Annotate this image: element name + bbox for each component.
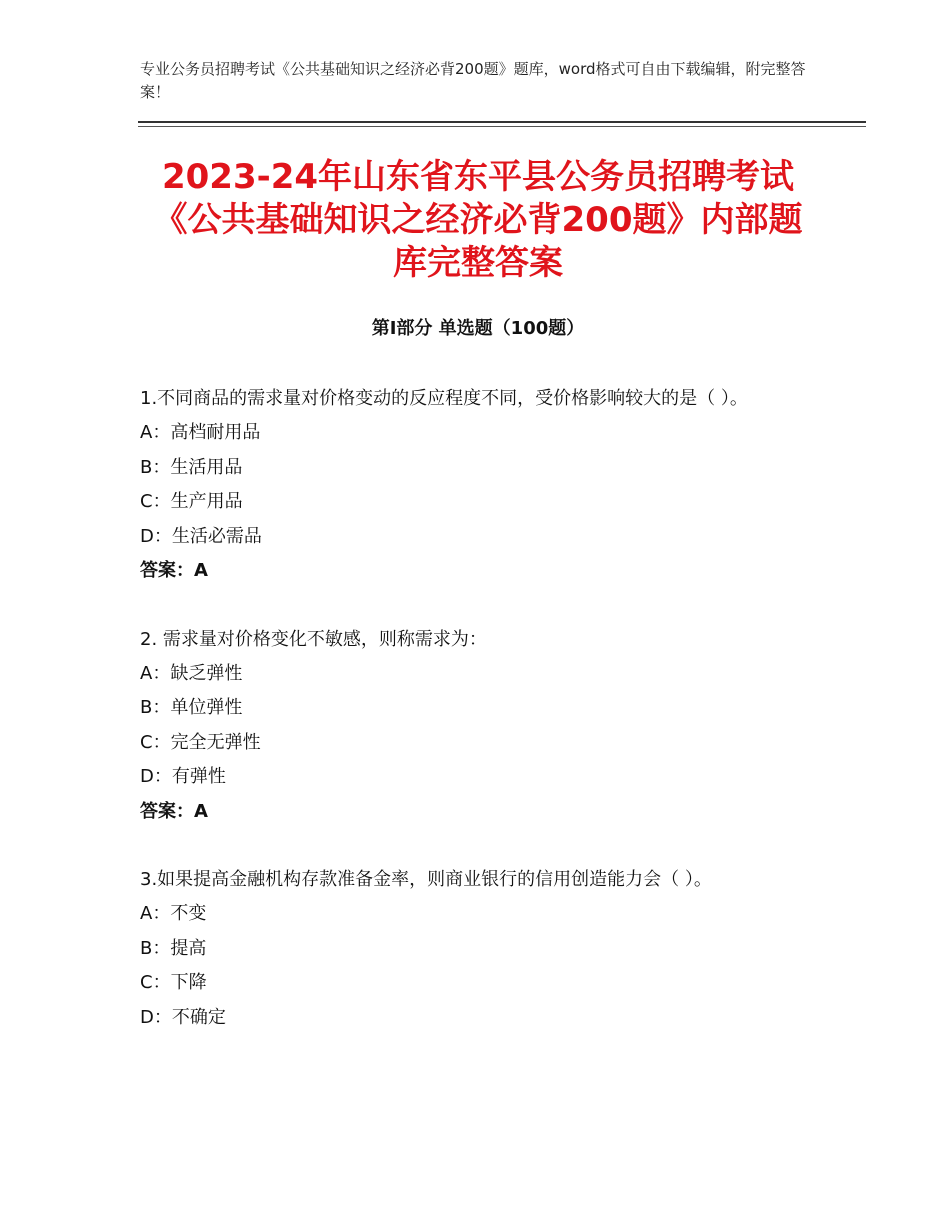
question-spacer <box>140 589 816 623</box>
document-title: 2023-24年山东省东平县公务员招聘考试《公共基础知识之经济必背200题》内部题库完整答案 <box>153 157 803 283</box>
option-c: C：下降 <box>140 972 207 993</box>
answer-line <box>140 554 816 589</box>
question-2 <box>140 623 816 830</box>
option-b: B：提高 <box>140 937 207 959</box>
answer-value: A <box>194 800 208 822</box>
header-note: 专业公务员招聘考试《公共基础知识之经济必背200题》题库，word格式可自由下载编辑，附完整答案！ <box>140 60 806 101</box>
option-d: D：不确定 <box>140 1006 226 1028</box>
option-c: C：生产用品 <box>140 491 243 512</box>
section-heading: 第I部分 单选题（100题） <box>371 318 585 339</box>
option-d: D：生活必需品 <box>140 525 262 547</box>
option-d: D：有弹性 <box>140 766 226 787</box>
answer-value: A <box>194 560 208 581</box>
question-spacer <box>140 829 816 863</box>
question-stem: 3.如果提高金融机构存款准备金率，则商业银行的信用创造能力会（ ）。 <box>140 869 712 890</box>
question-stem: 2. 需求量对价格变化不敏感，则称需求为： <box>140 628 487 650</box>
answer-line <box>140 795 816 830</box>
question-1 <box>140 382 816 589</box>
header-divider-thick <box>138 121 866 123</box>
question-3 <box>140 863 816 1035</box>
option-c: C：完全无弹性 <box>140 731 261 753</box>
option-a: A：高档耐用品 <box>140 422 261 443</box>
option-b: B：生活用品 <box>140 456 243 478</box>
answer-label: 答案： <box>140 800 194 822</box>
option-a: A：缺乏弹性 <box>140 662 243 684</box>
option-a: A：不变 <box>140 903 207 924</box>
option-b: B：单位弹性 <box>140 697 243 718</box>
answer-label: 答案： <box>140 560 194 581</box>
question-list <box>140 382 816 1035</box>
question-stem: 1.不同商品的需求量对价格变动的反应程度不同，受价格影响较大的是（ ）。 <box>140 388 748 409</box>
header-divider-thin <box>138 126 866 127</box>
